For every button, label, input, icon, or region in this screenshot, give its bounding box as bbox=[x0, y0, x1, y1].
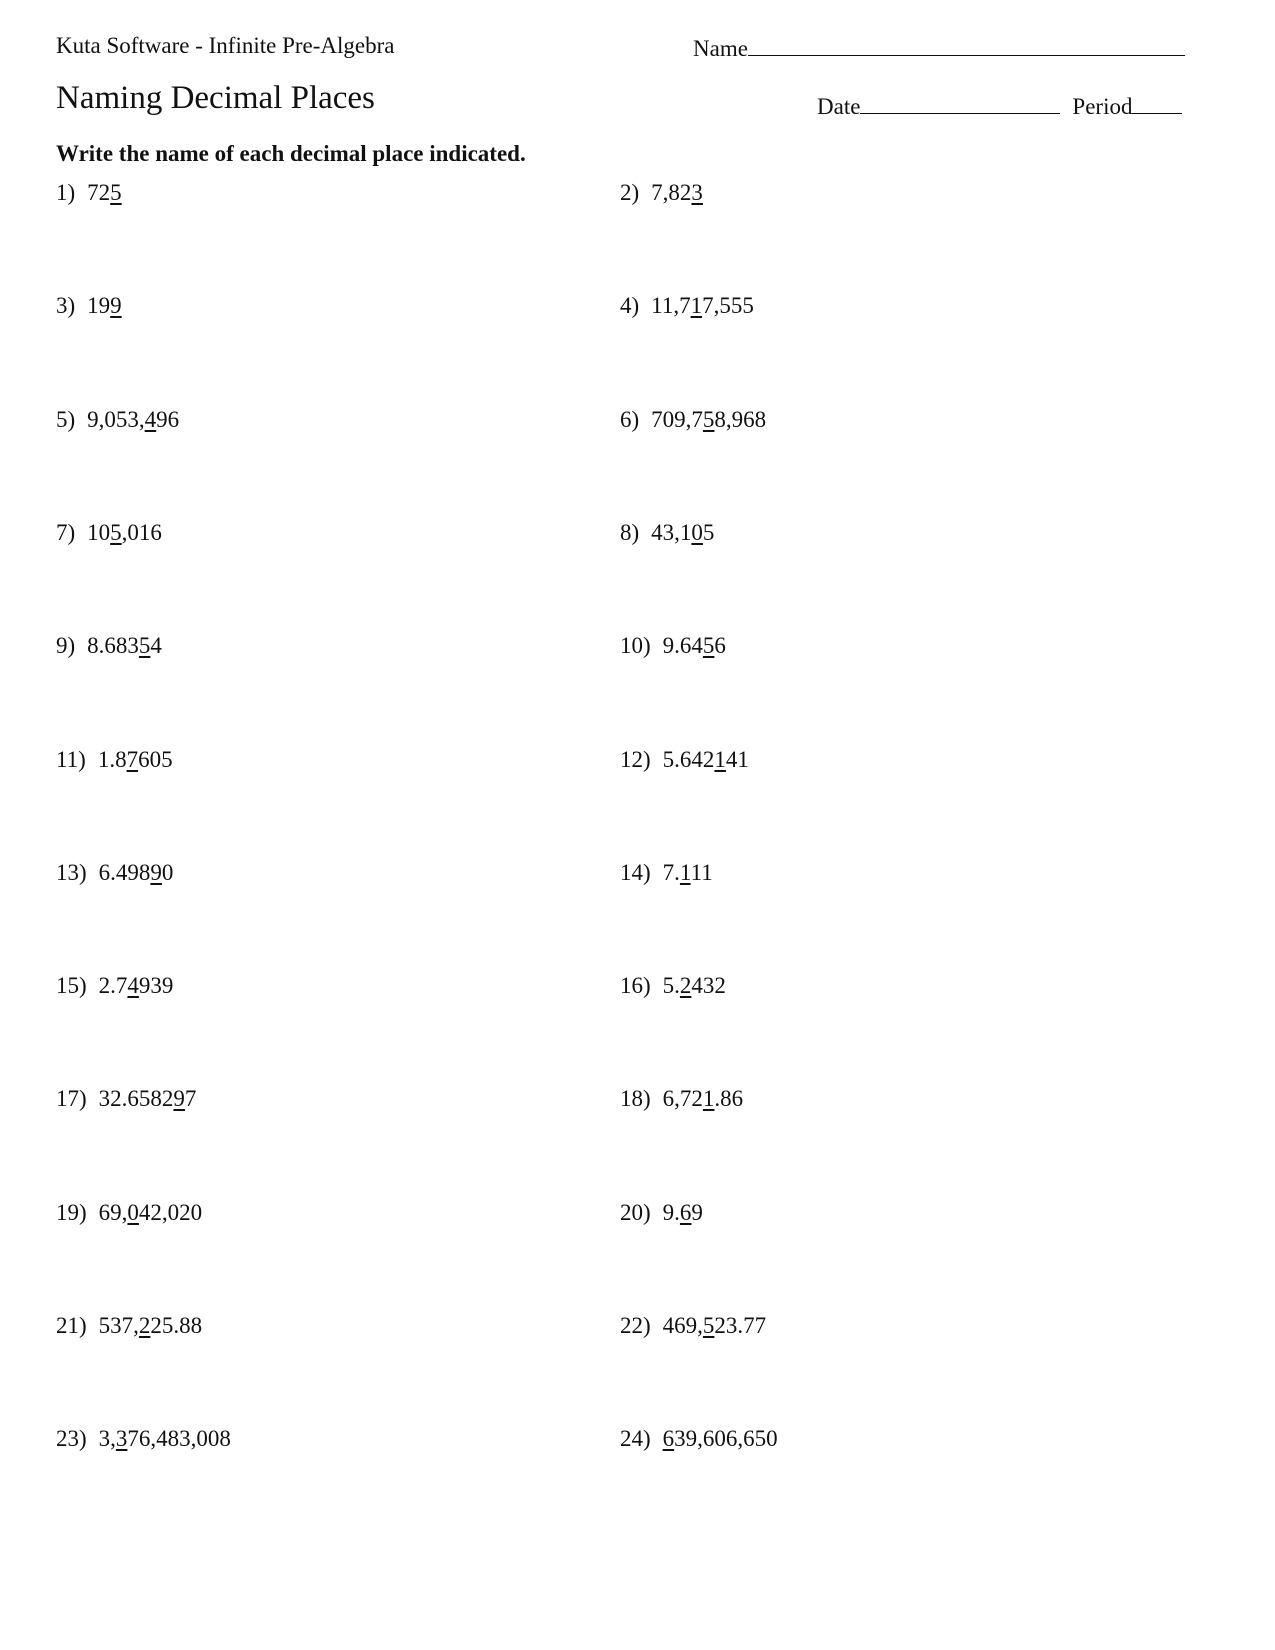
problem-digits-after: 25.88 bbox=[150, 1313, 203, 1338]
underlined-digit: 6 bbox=[679, 1200, 692, 1225]
problem-number: 18) bbox=[620, 1086, 651, 1111]
problem-item bbox=[56, 407, 179, 433]
problem-item bbox=[56, 633, 162, 659]
date-label: Date bbox=[817, 94, 861, 119]
problem-number: 4) bbox=[620, 293, 640, 318]
problem-item bbox=[620, 180, 703, 206]
problem-digits-before: 9. bbox=[662, 1200, 680, 1225]
problem-digits-after: 6 bbox=[714, 633, 726, 658]
underlined-digit: 0 bbox=[127, 1200, 139, 1225]
problem-item bbox=[56, 1426, 231, 1452]
problem-digits-before: 537, bbox=[98, 1313, 139, 1338]
problem-digits-before: 2.7 bbox=[98, 973, 128, 998]
underlined-digit: 9 bbox=[150, 860, 162, 885]
worksheet-source: Kuta Software - Infinite Pre-Algebra bbox=[56, 33, 395, 58]
period-blank[interactable] bbox=[1132, 91, 1182, 114]
problem-number: 22) bbox=[620, 1313, 651, 1338]
underlined-digit: 5 bbox=[110, 520, 122, 545]
name-label: Name bbox=[693, 36, 748, 61]
problem-item bbox=[620, 293, 754, 319]
problem-number: 16) bbox=[620, 973, 651, 998]
problem-digits-before: 72 bbox=[87, 180, 111, 205]
underlined-digit: 0 bbox=[691, 520, 703, 545]
problem-number: 19) bbox=[56, 1200, 87, 1225]
problem-number: 10) bbox=[620, 633, 651, 658]
underlined-digit: 7 bbox=[126, 747, 139, 772]
underlined-digit: 9 bbox=[110, 293, 122, 318]
problem-digits-before: 43,1 bbox=[651, 520, 692, 545]
problem-digits-after: 96 bbox=[156, 407, 180, 432]
problem-digits-after: 11 bbox=[690, 860, 713, 885]
underlined-digit: 4 bbox=[144, 407, 157, 432]
period-label: Period bbox=[1072, 94, 1133, 119]
problem-digits-after: 5 bbox=[702, 520, 715, 545]
problem-digits-before: 9,053, bbox=[87, 407, 145, 432]
underlined-digit: 5 bbox=[702, 633, 715, 658]
problem-digits-before: 7. bbox=[662, 860, 680, 885]
problem-item bbox=[56, 293, 122, 319]
problem-digits-before: 7,82 bbox=[651, 180, 692, 205]
instructions: Write the name of each decimal place indicated. bbox=[56, 141, 526, 166]
underlined-digit: 3 bbox=[691, 180, 703, 205]
underlined-digit: 1 bbox=[714, 747, 726, 772]
problem-number: 23) bbox=[56, 1426, 87, 1451]
problem-digits-after: 4 bbox=[150, 633, 162, 658]
underlined-digit: 5 bbox=[138, 633, 151, 658]
problem-digits-after: 605 bbox=[138, 747, 173, 772]
problem-item bbox=[56, 973, 173, 999]
problem-number: 13) bbox=[56, 860, 87, 885]
underlined-digit: 2 bbox=[679, 973, 692, 998]
problem-item bbox=[620, 1313, 766, 1339]
name-blank[interactable] bbox=[748, 33, 1185, 56]
underlined-digit: 3 bbox=[115, 1426, 128, 1451]
problem-item bbox=[620, 860, 713, 886]
problem-item bbox=[620, 633, 726, 659]
problem-item bbox=[56, 520, 162, 546]
problem-item bbox=[56, 747, 173, 773]
problem-item bbox=[620, 973, 726, 999]
underlined-digit: 9 bbox=[173, 1086, 185, 1111]
problem-number: 24) bbox=[620, 1426, 651, 1451]
underlined-digit: 2 bbox=[138, 1313, 151, 1338]
problem-number: 6) bbox=[620, 407, 640, 432]
date-period-fields bbox=[817, 91, 1182, 120]
problem-number: 9) bbox=[56, 633, 76, 658]
problem-item bbox=[56, 1086, 196, 1112]
underlined-digit: 5 bbox=[110, 180, 122, 205]
problem-item bbox=[620, 1426, 778, 1452]
problem-number: 5) bbox=[56, 407, 76, 432]
problem-digits-after: .86 bbox=[714, 1086, 744, 1111]
problem-number: 1) bbox=[56, 180, 76, 205]
problem-digits-after: 0 bbox=[161, 860, 174, 885]
problem-number: 3) bbox=[56, 293, 76, 318]
problem-item bbox=[56, 860, 173, 886]
problem-digits-before: 709,7 bbox=[651, 407, 703, 432]
problem-digits-after: 41 bbox=[725, 747, 749, 772]
problem-item bbox=[620, 1086, 743, 1112]
underlined-digit: 1 bbox=[702, 1086, 715, 1111]
page-title: Naming Decimal Places bbox=[56, 80, 375, 116]
problem-digits-before: 8.683 bbox=[87, 633, 139, 658]
underlined-digit: 5 bbox=[702, 407, 715, 432]
problem-item bbox=[56, 1313, 202, 1339]
problem-digits-before: 6.498 bbox=[98, 860, 151, 885]
problem-number: 15) bbox=[56, 973, 87, 998]
problem-digits-after: 42,020 bbox=[138, 1200, 203, 1225]
problem-number: 8) bbox=[620, 520, 640, 545]
problem-digits-before: 5.642 bbox=[662, 747, 715, 772]
problem-number: 11) bbox=[56, 747, 86, 772]
underlined-digit: 1 bbox=[690, 293, 703, 318]
problem-number: 20) bbox=[620, 1200, 651, 1225]
problem-number: 14) bbox=[620, 860, 651, 885]
problem-digits-after: 76,483,008 bbox=[127, 1426, 231, 1451]
problem-digits-after: 939 bbox=[138, 973, 174, 998]
problem-digits-after: 7,555 bbox=[702, 293, 754, 318]
problem-item bbox=[620, 747, 749, 773]
underlined-digit: 5 bbox=[702, 1313, 715, 1338]
underlined-digit: 6 bbox=[662, 1426, 675, 1451]
problem-item bbox=[620, 520, 714, 546]
date-blank[interactable] bbox=[860, 91, 1060, 114]
problem-digits-before: 19 bbox=[87, 293, 111, 318]
underlined-digit: 4 bbox=[127, 973, 139, 998]
problem-digits-before: 9.64 bbox=[662, 633, 703, 658]
problem-digits-after: 39,606,650 bbox=[674, 1426, 778, 1451]
name-field[interactable] bbox=[693, 33, 1185, 62]
problem-digits-after: 23.77 bbox=[714, 1313, 767, 1338]
problem-number: 17) bbox=[56, 1086, 87, 1111]
problem-item bbox=[620, 407, 766, 433]
problem-number: 21) bbox=[56, 1313, 87, 1338]
problem-digits-before: 5. bbox=[662, 973, 680, 998]
problem-digits-before: 469, bbox=[662, 1313, 703, 1338]
problem-digits-after: ,016 bbox=[121, 520, 162, 545]
problem-digits-before: 11,7 bbox=[651, 293, 691, 318]
problem-digits-after: 432 bbox=[691, 973, 726, 998]
problem-digits-before: 10 bbox=[87, 520, 111, 545]
problem-digits-after: 8,968 bbox=[714, 407, 767, 432]
problem-digits-before: 3, bbox=[98, 1426, 116, 1451]
problem-digits-before: 1.8 bbox=[97, 747, 127, 772]
problem-digits-after: 9 bbox=[691, 1200, 703, 1225]
problem-digits-after: 7 bbox=[184, 1086, 197, 1111]
problem-item bbox=[56, 180, 122, 206]
problem-number: 12) bbox=[620, 747, 651, 772]
problem-number: 2) bbox=[620, 180, 640, 205]
problem-digits-before: 6,72 bbox=[662, 1086, 703, 1111]
problem-number: 7) bbox=[56, 520, 76, 545]
underlined-digit: 1 bbox=[679, 860, 691, 885]
problem-digits-before: 69, bbox=[98, 1200, 128, 1225]
problem-item bbox=[56, 1200, 202, 1226]
problem-digits-before: 32.6582 bbox=[98, 1086, 174, 1111]
problem-item bbox=[620, 1200, 703, 1226]
